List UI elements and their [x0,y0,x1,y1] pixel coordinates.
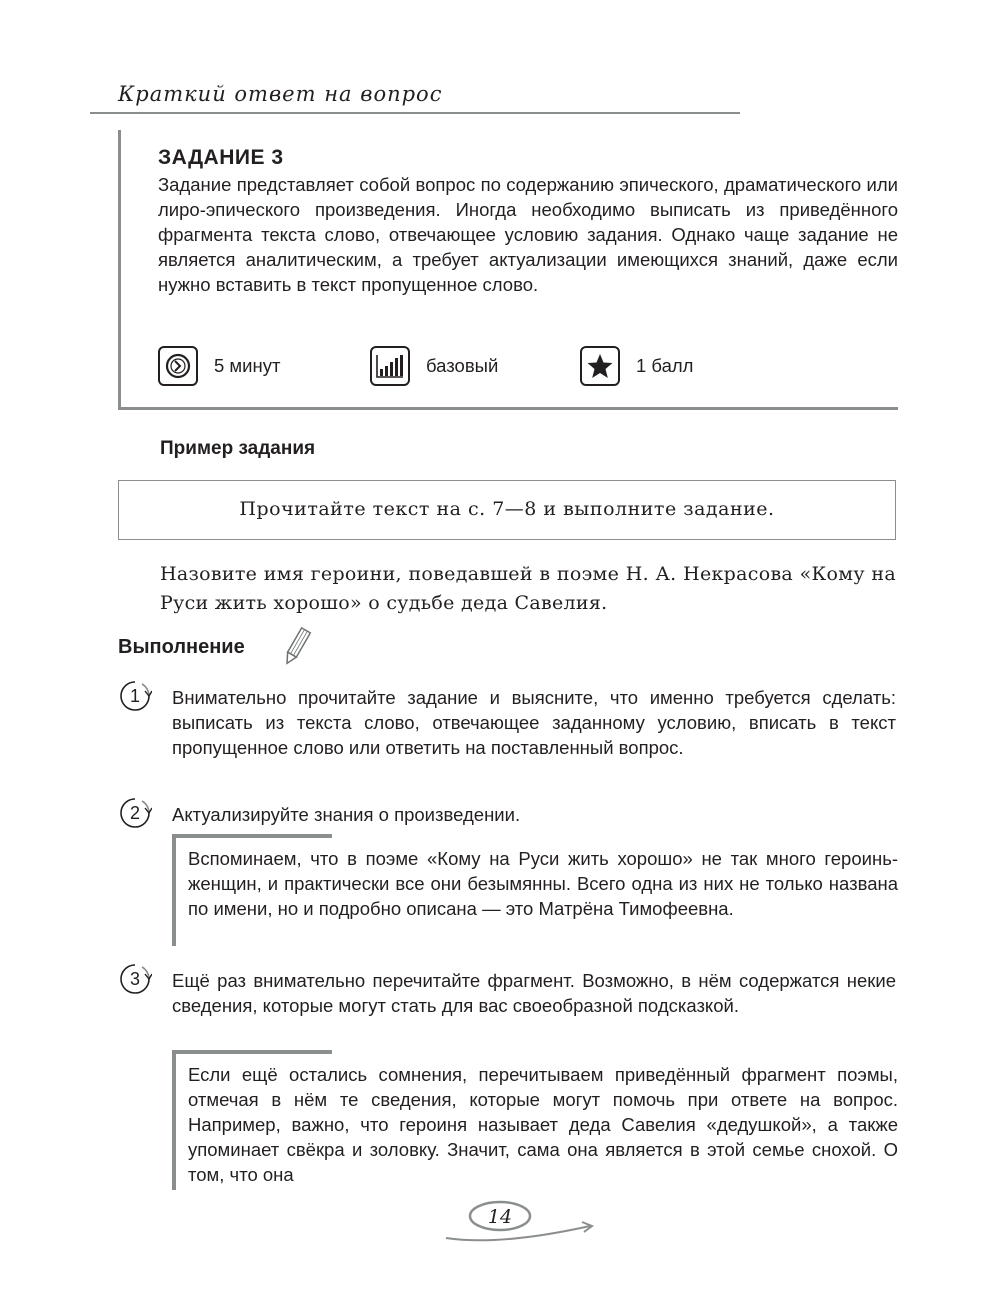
header-divider [90,112,740,114]
step-2-note-text: Вспоминаем, что в поэме «Кому на Руси жить хорошо» не так много героинь-женщин, и практически все они безымянны. Всего одна из них не только названа по имени, но и подробно описана — это Матрёна Тимофеевна. [188,848,898,919]
step-3-text: Ещё раз внимательно перечитайте фрагмент. Возможно, в нём содержатся некие сведения, которые могут стать для вас своеобразной подсказкой. [172,970,896,1016]
running-header: Краткий ответ на вопрос [118,82,443,106]
meta-score-label: 1 балл [636,355,694,376]
task-info-box [118,130,898,410]
note-bracket-top [172,834,332,838]
meta-level-label: базовый [426,355,499,376]
meta-score [580,344,693,388]
bar-chart-icon [370,346,410,386]
step-number-1: 1 [118,679,152,713]
step-3-note [172,1050,898,1190]
step-2-text: Актуализируйте знания о произведении. [172,804,521,825]
step-2-note [172,834,898,946]
task-box-left-border [118,130,121,410]
star-icon [580,346,620,386]
step-number-2: 2 [118,796,152,830]
note-bracket [172,1050,176,1190]
example-heading: Пример задания [160,438,316,459]
task-title: ЗАДАНИЕ 3 [158,146,284,169]
page-number: 14 [487,1206,513,1228]
meta-level [370,344,498,388]
task-box-bottom-border [118,407,898,410]
example-question: Назовите имя героини, поведавшей в поэме Н. А. Некрасова «Кому на Руси жить хорошо» о судьбе деда Савелия. [160,563,896,614]
solution-heading: Выполнение [118,636,245,658]
step-number-3: 3 [118,962,152,996]
note-bracket [172,834,176,946]
example-instruction: Прочитайте текст на с. 7—8 и выполните задание. [239,498,775,520]
clock-icon [158,346,198,386]
example-instruction-box [118,480,896,540]
pencil-icon [282,624,312,673]
note-bracket-top [172,1050,332,1054]
meta-time-label: 5 минут [214,355,281,376]
task-description: Задание представляет собой вопрос по содержанию эпического, драматического или лиро-эпического произведения. Иногда необходимо выписать из приведённого фрагмента текста слово, отвечающее условию задания. Однако чаще задание не является аналитическим, а требует актуализации имеющихся знаний, даже если нужно вставить в текст пропущенное слово. [158,174,898,295]
meta-time [158,344,280,388]
step-3-note-text: Если ещё остались сомнения, перечитываем приведённый фрагмент поэмы, отмечая в нём те сведения, которые могут помочь при ответе на вопрос. Например, важно, что героиня называет деда Савелия «дедушкой», а также упоминает свёкра и золовку. Значит, сама она является в этой семье снохой. О том, что она [188,1064,898,1185]
step-1-text: Внимательно прочитайте задание и выясните, что именно требуется сделать: выписать из текста слово, отвечающее заданному условию, вписать в текст пропущенное слово или ответить на поставленный вопрос. [172,687,896,758]
